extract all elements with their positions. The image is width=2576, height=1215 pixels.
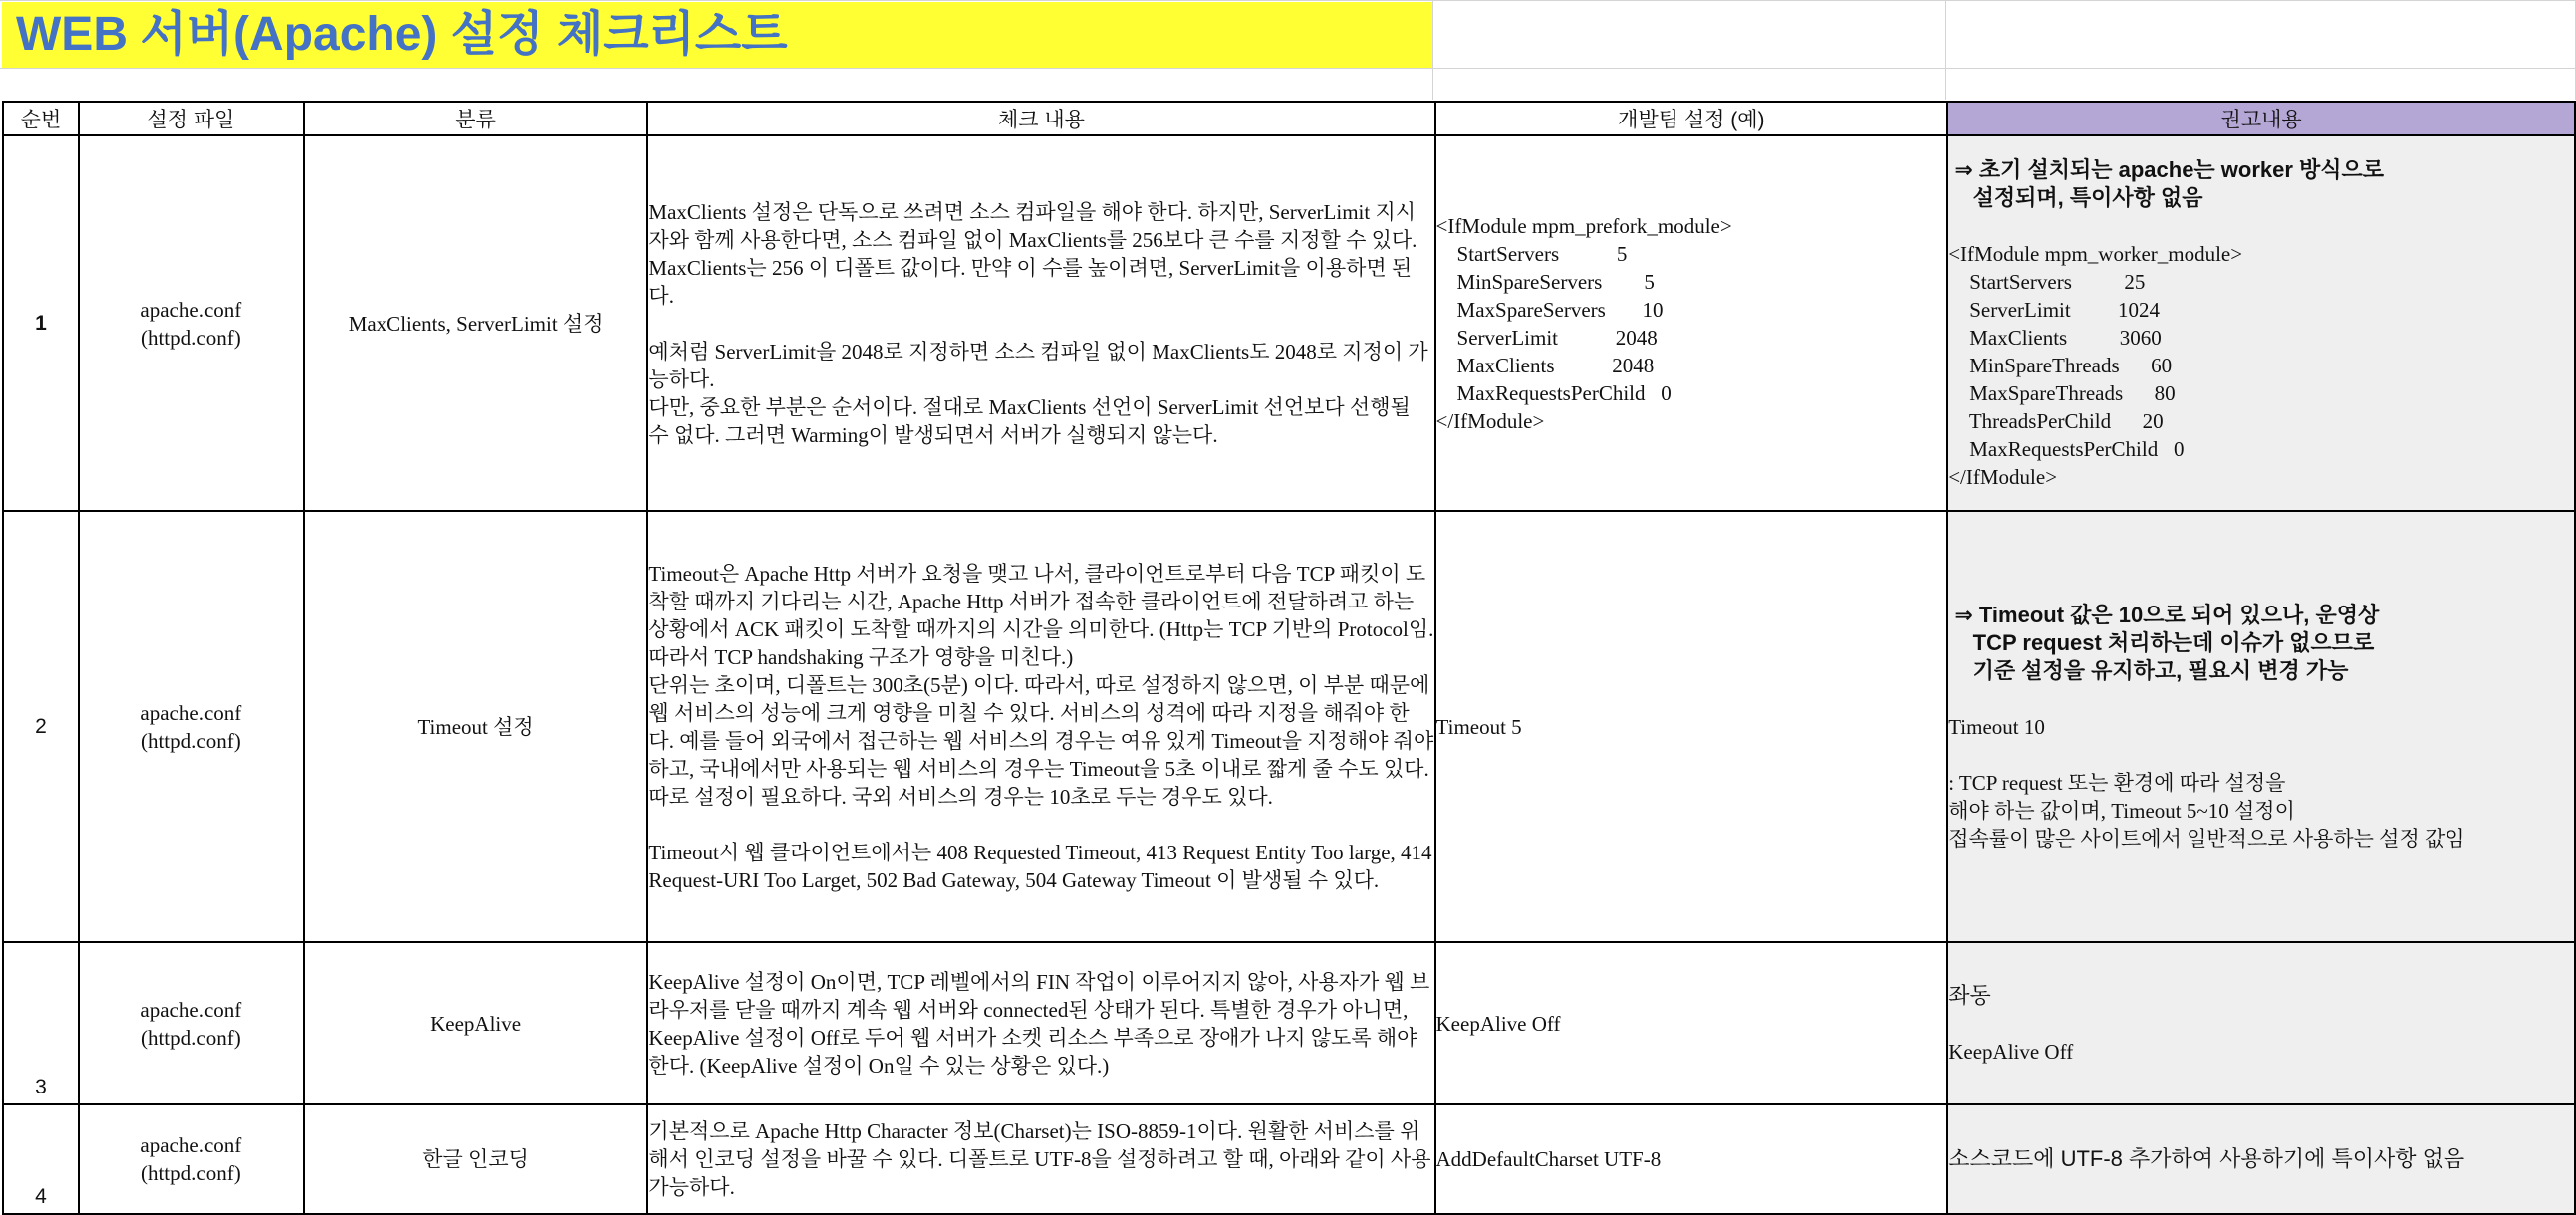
row-dev-text: Timeout 5: [1435, 714, 1522, 739]
row-category[interactable]: KeepAlive: [304, 942, 648, 1104]
recommend-config: <IfModule mpm_worker_module> StartServers 25 ServerLimit 1024 MaxClients 3060 MinSpareThreads 60 MaxSpareThreads 80 ThreadsPerChild 20 MaxRequestsPerChild 0 </IfModule>: [1948, 241, 2243, 489]
row-num[interactable]: 2: [3, 511, 79, 942]
row-recommend[interactable]: [1947, 942, 2575, 1104]
spacer: [1948, 212, 2574, 240]
grid-hline: [0, 68, 2576, 69]
page-title: WEB 서버(Apache) 설정 체크리스트: [16, 8, 788, 61]
table-row: [3, 135, 2575, 511]
recommend-summary: ⇒ 초기 설치되는 apache는 worker 방식으로 설정되며, 특이사항 없음: [1954, 156, 2385, 210]
checklist-table: [2, 101, 2576, 1215]
row-file-text: apache.conf (httpd.conf): [140, 1133, 242, 1185]
grid-hline: [0, 0, 2576, 1]
row-num[interactable]: 3: [3, 942, 79, 1104]
table-row: [3, 942, 2575, 1104]
grid-vline: [1945, 0, 1946, 100]
header-file[interactable]: 설정 파일: [79, 102, 304, 135]
row-recommend[interactable]: [1947, 1104, 2575, 1214]
row-file-text: apache.conf (httpd.conf): [140, 297, 242, 350]
recommend-config: Timeout 10 : TCP request 또는 환경에 따라 설정을 해야 하는 값이며, Timeout 5~10 설정이 접속률이 많은 사이트에서 일반적으로 사용하는 설정 값임: [1948, 714, 2465, 850]
row-dev-text: KeepAlive Off: [1435, 1011, 1561, 1036]
grid-vline: [1432, 0, 1433, 100]
recommend-config: KeepAlive Off: [1948, 1039, 2074, 1064]
recommend-summary: ⇒ Timeout 값은 10으로 되어 있으나, 운영상 TCP request 처리하는데 이슈가 없으므로 기준 설정을 유지하고, 필요시 변경 가능: [1954, 602, 2380, 683]
recommend-summary: 소스코드에 UTF-8 추가하여 사용하기에 특이사항 없음: [1948, 1146, 2465, 1171]
row-file[interactable]: [79, 135, 304, 511]
spacer: [1948, 685, 2574, 713]
row-file[interactable]: [79, 942, 304, 1104]
row-check-text: KeepAlive 설정이 On이면, TCP 레벨에서의 FIN 작업이 이루어지지 않아, 사용자가 웹 브라우저를 닫을 때까지 계속 웹 서버와 connected된 상태가 된다. 특별한 경우가 아니면, KeepAlive 설정이 Off로 두어 웹 서버가 소켓 리소스 부족으로 장애가 나지 않도록 해야 한다. (KeepAlive 설정이 On일 수 있는 상황은 있다.): [648, 969, 1430, 1078]
row-check[interactable]: [647, 942, 1434, 1104]
header-recommend[interactable]: 권고내용: [1947, 102, 2575, 135]
spacer: [1948, 1010, 2574, 1038]
header-check[interactable]: 체크 내용: [647, 102, 1434, 135]
row-file-text: apache.conf (httpd.conf): [140, 700, 242, 753]
row-file-text: apache.conf (httpd.conf): [140, 997, 242, 1050]
header-row: [3, 102, 2575, 135]
row-num[interactable]: 4: [3, 1104, 79, 1214]
row-recommend[interactable]: [1947, 511, 2575, 942]
row-check[interactable]: [647, 135, 1434, 511]
header-dev[interactable]: 개발팀 설정 (예): [1435, 102, 1948, 135]
row-dev-text: <IfModule mpm_prefork_module> StartServers 5 MinSpareServers 5 MaxSpareServers 10 ServerLimit 2048 MaxClients 2048 MaxRequestsPerChild 0 </IfModule>: [1435, 213, 1732, 433]
row-dev[interactable]: [1435, 942, 1948, 1104]
title-cell[interactable]: [2, 2, 1432, 68]
header-category[interactable]: 분류: [304, 102, 648, 135]
row-dev[interactable]: [1435, 135, 1948, 511]
row-category[interactable]: Timeout 설정: [304, 511, 648, 942]
row-check-text: 기본적으로 Apache Http Character 정보(Charset)는 ISO-8859-1이다. 원활한 서비스를 위해서 인코딩 설정을 바꿀 수 있다. 디폴트로 UTF-8을 설정하려고 할 때, 아래와 같이 사용 가능하다.: [648, 1119, 1436, 1199]
row-check-text: MaxClients 설정은 단독으로 쓰려면 소스 컴파일을 해야 한다. 하지만, ServerLimit 지시자와 함께 사용한다면, 소스 컴파일 없이 MaxClients를 256보다 큰 수를 지정할 수 있다. MaxClients는 256 이 디폴트 값이다. 만약 이 수를 높이려면, ServerLimit을 이용하면 된다. 예처럼 ServerLimit을 2048로 지정하면 소스 컴파일 없이 MaxClients도 2048로 지정이 가능하다. 다만, 중요한 부분은 순서이다. 절대로 MaxClients 선언이 ServerLimit 선언보다 선행될 수 없다. 그러면 Warming이 발생되면서 서버가 실행되지 않는다.: [648, 199, 1428, 447]
row-category[interactable]: 한글 인코딩: [304, 1104, 648, 1214]
row-dev[interactable]: [1435, 1104, 1948, 1214]
row-file[interactable]: [79, 1104, 304, 1214]
header-num[interactable]: 순번: [3, 102, 79, 135]
recommend-summary: 좌동: [1948, 982, 1991, 1008]
row-check-text: Timeout은 Apache Http 서버가 요청을 맺고 나서, 클라이언트로부터 다음 TCP 패킷이 도착할 때까지 기다리는 시간, Apache Http 서버가 접속한 클라이언트에 전달하려고 하는 상황에서 ACK 패킷이 도착할 때까지의 시간을 의미한다. (Http는 TCP 기반의 Protocol임. 따라서 TCP handshaking 구조가 영향을 미친다.) 단위는 초이며, 디폴트는 300초(5분) 이다. 따라서, 따로 설정하지 않으면, 이 부분 때문에 웹 서비스의 성능에 크게 영향을 미칠 수 있다. 서비스의 성격에 따라 지정을 해줘야 한다. 예를 들어 외국에서 접근하는 웹 서비스의 경우는 여유 있게 Timeout을 지정해야 줘야 하고, 국내에서만 사용되는 웹 서비스의 경우는 Timeout을 5초 이내로 짧게 줄 수도 있다. 따로 설정이 필요하다. 국외 서비스의 경우는 10초로 두는 경우도 있다. Timeout시 웹 클라이언트에서는 408 Requested Timeout, 413 Request Entity Too large, 414 Request-URI Too Larget, 502 Bad Gateway, 504 Gateway Timeout 이 발생될 수 있다.: [648, 561, 1434, 892]
table-row: [3, 1104, 2575, 1214]
row-check[interactable]: [647, 1104, 1434, 1214]
row-dev[interactable]: [1435, 511, 1948, 942]
row-file[interactable]: [79, 511, 304, 942]
row-dev-text: AddDefaultCharset UTF-8: [1435, 1147, 1662, 1171]
row-check[interactable]: [647, 511, 1434, 942]
row-num[interactable]: 1: [3, 135, 79, 511]
table-row: [3, 511, 2575, 942]
row-category[interactable]: MaxClients, ServerLimit 설정: [304, 135, 648, 511]
row-recommend[interactable]: [1947, 135, 2575, 511]
